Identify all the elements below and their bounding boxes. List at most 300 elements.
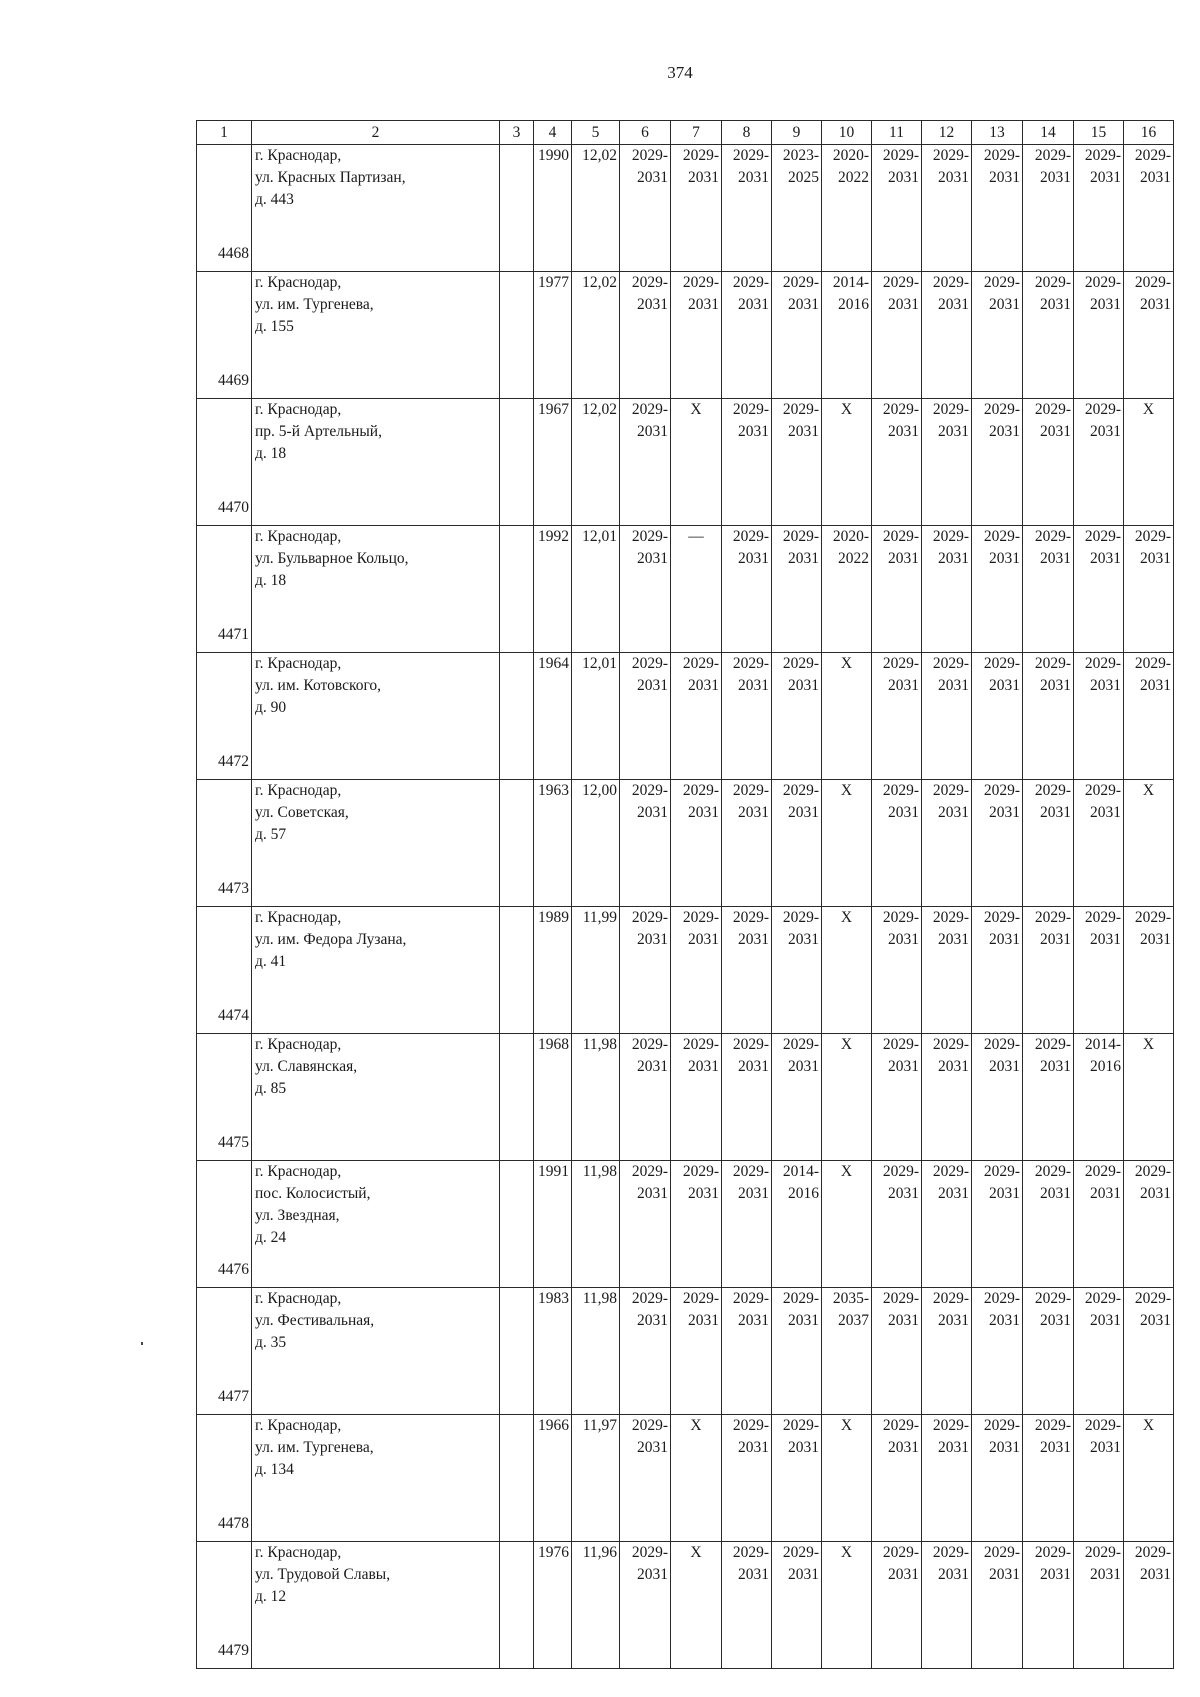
period-mark: X xyxy=(690,401,702,418)
column-3-cell xyxy=(500,272,534,399)
period-line: 2022 xyxy=(838,550,869,567)
period-cell xyxy=(922,653,972,780)
row-number-cell: 4475 xyxy=(197,1034,252,1161)
period-cell xyxy=(671,1542,722,1669)
period-line: 2031 xyxy=(1090,1312,1121,1329)
period-line: 2031 xyxy=(637,1439,668,1456)
period-line: 2031 xyxy=(938,1058,969,1075)
period-line: 2029- xyxy=(983,401,1020,418)
period-line: 2029- xyxy=(1034,909,1071,926)
period-cell xyxy=(872,1161,922,1288)
period-line: 2031 xyxy=(738,1185,769,1202)
period-mark: X xyxy=(840,1163,853,1180)
period-cell xyxy=(671,399,722,526)
period-line: 2031 xyxy=(637,550,668,567)
period-line: 2029- xyxy=(1084,909,1121,926)
address-cell xyxy=(252,653,500,780)
period-line: 2029- xyxy=(631,1544,668,1561)
period-line: 2029- xyxy=(932,1417,969,1434)
column-3-cell xyxy=(500,1034,534,1161)
period-line: 2031 xyxy=(1140,550,1171,567)
period-line: 2031 xyxy=(1040,423,1071,440)
period-line: 2029- xyxy=(983,655,1020,672)
period-cell xyxy=(822,907,872,1034)
period-line: 2031 xyxy=(888,296,919,313)
address-line: д. 90 xyxy=(255,699,287,716)
period-cell xyxy=(972,145,1023,272)
period-cell xyxy=(822,1161,872,1288)
address-line: д. 134 xyxy=(255,1461,294,1478)
period-line: 2031 xyxy=(738,1312,769,1329)
period-line: 2029- xyxy=(1034,1417,1071,1434)
period-line: 2029- xyxy=(882,528,919,545)
period-line: 2029- xyxy=(1084,1544,1121,1561)
period-line: 2031 xyxy=(938,804,969,821)
period-cell xyxy=(1074,1034,1124,1161)
area-cell: 11,98 xyxy=(572,1034,620,1161)
column-3-cell xyxy=(500,907,534,1034)
period-line: 2029- xyxy=(932,782,969,799)
period-line: 2031 xyxy=(1090,1439,1121,1456)
period-line: 2029- xyxy=(983,274,1020,291)
address-cell xyxy=(252,145,500,272)
address-line: д. 35 xyxy=(255,1334,287,1351)
address-line: г. Краснодар, xyxy=(255,1290,342,1307)
period-cell xyxy=(822,1415,872,1542)
period-cell xyxy=(922,1161,972,1288)
period-line: 2031 xyxy=(1090,677,1121,694)
period-cell xyxy=(620,1542,671,1669)
period-line: 2029- xyxy=(1084,528,1121,545)
period-line: 2031 xyxy=(688,296,719,313)
period-line: 2031 xyxy=(788,423,819,440)
address-line: г. Краснодар, xyxy=(255,1544,342,1561)
period-line: 2029- xyxy=(983,528,1020,545)
period-cell xyxy=(1023,145,1074,272)
period-cell xyxy=(671,653,722,780)
period-line: 2035- xyxy=(832,1290,869,1307)
address-line: д. 18 xyxy=(255,572,287,589)
period-cell xyxy=(671,780,722,907)
period-line: 2029- xyxy=(782,1290,819,1307)
period-line: 2029- xyxy=(983,1544,1020,1561)
period-line: 2029- xyxy=(682,274,719,291)
address-line: пос. Колосистый, xyxy=(255,1185,371,1202)
period-line: 2031 xyxy=(938,1439,969,1456)
period-cell xyxy=(772,272,822,399)
year-cell: 1991 xyxy=(534,1161,572,1288)
period-cell xyxy=(872,399,922,526)
period-cell xyxy=(620,1161,671,1288)
period-cell xyxy=(922,526,972,653)
period-line: 2029- xyxy=(732,274,769,291)
address-line: ул. Советская, xyxy=(255,804,349,821)
period-line: 2014- xyxy=(832,274,869,291)
period-line: 2031 xyxy=(1140,1566,1171,1583)
period-cell xyxy=(772,399,822,526)
period-line: 2031 xyxy=(1140,931,1171,948)
address-line: г. Краснодар, xyxy=(255,1163,342,1180)
year-cell: 1977 xyxy=(534,272,572,399)
period-line: 2029- xyxy=(1084,274,1121,291)
column-3-cell xyxy=(500,1161,534,1288)
period-line: 2029- xyxy=(1034,528,1071,545)
year-cell: 1990 xyxy=(534,145,572,272)
period-line: 2031 xyxy=(938,677,969,694)
column-number-cell: 5 xyxy=(572,121,620,145)
address-line: д. 24 xyxy=(255,1229,287,1246)
row-number-cell: 4478 xyxy=(197,1415,252,1542)
table-row xyxy=(197,1415,1174,1542)
period-line: 2031 xyxy=(989,1566,1020,1583)
period-line: 2031 xyxy=(1040,169,1071,186)
period-line: 2029- xyxy=(1034,401,1071,418)
address-line: г. Краснодар, xyxy=(255,147,342,164)
period-cell xyxy=(722,145,772,272)
period-mark: X xyxy=(1142,401,1155,418)
period-cell xyxy=(722,272,772,399)
address-line: г. Краснодар, xyxy=(255,528,342,545)
period-cell xyxy=(872,272,922,399)
period-line: 2031 xyxy=(888,677,919,694)
period-line: 2029- xyxy=(932,655,969,672)
period-line: 2029- xyxy=(932,147,969,164)
period-cell xyxy=(922,1034,972,1161)
period-line: 2031 xyxy=(938,296,969,313)
period-line: 2029- xyxy=(882,1544,919,1561)
period-cell xyxy=(671,1288,722,1415)
period-cell xyxy=(620,399,671,526)
period-line: 2031 xyxy=(1040,1566,1071,1583)
period-line: 2029- xyxy=(882,909,919,926)
area-cell: 11,99 xyxy=(572,907,620,1034)
period-line: 2031 xyxy=(738,1566,769,1583)
period-line: 2031 xyxy=(637,169,668,186)
period-line: 2029- xyxy=(1134,1290,1171,1307)
period-line: 2029- xyxy=(882,1163,919,1180)
period-cell xyxy=(1124,1161,1174,1288)
period-line: 2029- xyxy=(782,274,819,291)
period-line: 2016 xyxy=(788,1185,819,1202)
column-3-cell xyxy=(500,1288,534,1415)
period-line: 2029- xyxy=(1084,401,1121,418)
column-number-cell: 2 xyxy=(252,121,500,145)
period-line: 2031 xyxy=(989,931,1020,948)
period-cell xyxy=(922,907,972,1034)
address-line: ул. им. Тургенева, xyxy=(255,296,374,313)
period-line: 2029- xyxy=(732,528,769,545)
address-line: г. Краснодар, xyxy=(255,655,342,672)
period-line: 2029- xyxy=(732,1544,769,1561)
period-cell xyxy=(872,145,922,272)
year-cell: 1967 xyxy=(534,399,572,526)
period-cell xyxy=(1023,1288,1074,1415)
column-number-cell: 16 xyxy=(1124,121,1174,145)
address-cell xyxy=(252,907,500,1034)
address-line: ул. им. Федора Лузана, xyxy=(255,931,407,948)
period-mark: X xyxy=(1142,1417,1155,1434)
period-cell xyxy=(1074,145,1124,272)
period-line: 2029- xyxy=(882,274,919,291)
period-cell xyxy=(722,399,772,526)
period-line: 2031 xyxy=(788,1439,819,1456)
period-cell xyxy=(671,272,722,399)
period-cell xyxy=(772,1034,822,1161)
period-line: 2031 xyxy=(938,169,969,186)
period-line: 2029- xyxy=(1134,655,1171,672)
period-line: 2022 xyxy=(838,169,869,186)
period-line: 2031 xyxy=(788,931,819,948)
period-line: 2029- xyxy=(782,655,819,672)
period-cell xyxy=(972,1034,1023,1161)
period-cell xyxy=(822,145,872,272)
area-cell: 12,00 xyxy=(572,780,620,907)
address-cell xyxy=(252,780,500,907)
period-cell xyxy=(722,907,772,1034)
period-mark: X xyxy=(690,1544,702,1561)
address-line: г. Краснодар, xyxy=(255,1417,342,1434)
column-3-cell xyxy=(500,780,534,907)
period-line: 2029- xyxy=(682,909,719,926)
period-line: 2029- xyxy=(1034,655,1071,672)
period-line: 2031 xyxy=(1090,804,1121,821)
period-cell xyxy=(1074,653,1124,780)
period-cell xyxy=(872,780,922,907)
row-number-cell: 4477 xyxy=(197,1288,252,1415)
scan-mark xyxy=(141,1342,143,1345)
period-mark: X xyxy=(840,909,853,926)
row-number-cell: 4468 xyxy=(197,145,252,272)
period-line: 2031 xyxy=(989,169,1020,186)
period-line: 2031 xyxy=(1090,1185,1121,1202)
period-line: 2031 xyxy=(989,1058,1020,1075)
period-line: 2031 xyxy=(637,804,668,821)
period-cell xyxy=(922,1415,972,1542)
period-line: 2029- xyxy=(682,782,719,799)
period-line: 2031 xyxy=(637,296,668,313)
table-row xyxy=(197,653,1174,780)
period-mark: X xyxy=(840,1417,853,1434)
period-line: 2031 xyxy=(1040,804,1071,821)
period-cell xyxy=(1023,1034,1074,1161)
period-line: 2029- xyxy=(1034,1544,1071,1561)
period-cell xyxy=(722,780,772,907)
period-line: 2029- xyxy=(983,1290,1020,1307)
column-3-cell xyxy=(500,145,534,272)
period-line: 2031 xyxy=(989,550,1020,567)
period-cell xyxy=(620,907,671,1034)
period-cell xyxy=(922,1542,972,1669)
period-cell xyxy=(1074,1161,1124,1288)
period-line: 2031 xyxy=(637,1566,668,1583)
row-number-cell: 4479 xyxy=(197,1542,252,1669)
period-line: 2029- xyxy=(1134,528,1171,545)
period-cell xyxy=(1124,1288,1174,1415)
period-line: 2031 xyxy=(1040,931,1071,948)
period-line: 2031 xyxy=(938,423,969,440)
period-line: 2031 xyxy=(1140,677,1171,694)
period-cell xyxy=(822,1034,872,1161)
period-line: 2029- xyxy=(782,1417,819,1434)
period-line: 2029- xyxy=(1134,909,1171,926)
address-line: ул. им. Тургенева, xyxy=(255,1439,374,1456)
period-cell xyxy=(722,1542,772,1669)
period-line: 2029- xyxy=(782,1544,819,1561)
period-cell xyxy=(822,272,872,399)
year-cell: 1964 xyxy=(534,653,572,780)
period-line: 2031 xyxy=(1090,550,1121,567)
period-cell xyxy=(1124,145,1174,272)
period-line: 2029- xyxy=(932,1544,969,1561)
period-line: 2029- xyxy=(1084,655,1121,672)
address-line: д. 85 xyxy=(255,1080,287,1097)
period-cell xyxy=(872,1542,922,1669)
period-cell xyxy=(922,1288,972,1415)
address-line: г. Краснодар, xyxy=(255,1036,342,1053)
period-cell xyxy=(620,526,671,653)
period-line: 2031 xyxy=(788,1312,819,1329)
period-mark: X xyxy=(690,1417,702,1434)
column-number-cell: 14 xyxy=(1023,121,1074,145)
period-line: 2023- xyxy=(782,147,819,164)
register-table xyxy=(196,120,1174,1669)
period-line: 2031 xyxy=(1040,677,1071,694)
address-line: д. 18 xyxy=(255,445,287,462)
period-cell xyxy=(872,526,922,653)
table-row xyxy=(197,526,1174,653)
period-line: 2029- xyxy=(1084,1417,1121,1434)
period-line: 2029- xyxy=(631,274,668,291)
period-line: 2031 xyxy=(688,931,719,948)
period-line: 2029- xyxy=(732,1290,769,1307)
address-line: пр. 5-й Артельный, xyxy=(255,423,382,440)
period-line: 2029- xyxy=(1084,1163,1121,1180)
address-line: д. 41 xyxy=(255,953,287,970)
period-cell xyxy=(620,145,671,272)
period-line: 2020- xyxy=(832,147,869,164)
period-line: 2031 xyxy=(888,1566,919,1583)
period-cell xyxy=(772,145,822,272)
period-line: 2029- xyxy=(682,1290,719,1307)
area-cell: 11,98 xyxy=(572,1161,620,1288)
period-cell xyxy=(822,526,872,653)
period-cell xyxy=(972,526,1023,653)
row-number-cell: 4476 xyxy=(197,1161,252,1288)
period-line: 2029- xyxy=(932,274,969,291)
period-line: 2031 xyxy=(989,1185,1020,1202)
period-line: 2031 xyxy=(888,931,919,948)
period-mark: X xyxy=(840,782,853,799)
column-number-cell: 3 xyxy=(500,121,534,145)
period-cell xyxy=(1074,1288,1124,1415)
column-number-cell: 7 xyxy=(671,121,722,145)
period-cell xyxy=(972,780,1023,907)
period-cell xyxy=(722,1288,772,1415)
period-line: 2029- xyxy=(782,528,819,545)
period-cell xyxy=(671,526,722,653)
period-line: 2031 xyxy=(788,1566,819,1583)
period-cell xyxy=(1074,272,1124,399)
period-line: 2031 xyxy=(788,296,819,313)
period-line: 2014- xyxy=(1084,1036,1121,1053)
column-number-cell: 1 xyxy=(197,121,252,145)
period-cell xyxy=(620,272,671,399)
period-cell xyxy=(1023,272,1074,399)
period-line: 2029- xyxy=(782,782,819,799)
period-line: 2029- xyxy=(631,782,668,799)
column-number-cell: 12 xyxy=(922,121,972,145)
period-cell xyxy=(872,1415,922,1542)
period-cell xyxy=(972,653,1023,780)
period-cell xyxy=(722,653,772,780)
address-line: г. Краснодар, xyxy=(255,782,342,799)
address-cell xyxy=(252,1288,500,1415)
table-row xyxy=(197,1161,1174,1288)
period-cell xyxy=(671,1161,722,1288)
period-line: 2031 xyxy=(1140,1185,1171,1202)
table-row xyxy=(197,272,1174,399)
period-line: 2029- xyxy=(882,401,919,418)
period-line: 2031 xyxy=(738,169,769,186)
address-line: д. 12 xyxy=(255,1588,287,1605)
period-line: 2031 xyxy=(888,1312,919,1329)
period-line: 2031 xyxy=(938,931,969,948)
period-line: 2031 xyxy=(1040,1185,1071,1202)
period-line: 2029- xyxy=(1084,782,1121,799)
period-line: 2031 xyxy=(637,1185,668,1202)
period-line: 2031 xyxy=(788,1058,819,1075)
address-line: г. Краснодар, xyxy=(255,401,342,418)
column-3-cell xyxy=(500,1415,534,1542)
period-line: 2029- xyxy=(1134,274,1171,291)
period-line: 2031 xyxy=(1140,1312,1171,1329)
area-cell: 12,02 xyxy=(572,399,620,526)
period-line: 2031 xyxy=(1040,296,1071,313)
period-cell xyxy=(772,526,822,653)
period-line: 2031 xyxy=(637,423,668,440)
period-cell xyxy=(722,1034,772,1161)
period-cell xyxy=(1124,1415,1174,1542)
row-number-cell: 4469 xyxy=(197,272,252,399)
period-cell xyxy=(922,145,972,272)
year-cell: 1989 xyxy=(534,907,572,1034)
period-line: 2029- xyxy=(1034,1163,1071,1180)
period-cell xyxy=(972,1542,1023,1669)
period-cell xyxy=(620,653,671,780)
period-line: 2031 xyxy=(637,677,668,694)
period-cell xyxy=(1074,780,1124,907)
period-line: 2031 xyxy=(1090,931,1121,948)
period-cell xyxy=(1023,1161,1074,1288)
period-line: 2031 xyxy=(688,1058,719,1075)
column-number-cell: 4 xyxy=(534,121,572,145)
period-line: 2016 xyxy=(1090,1058,1121,1075)
table-row xyxy=(197,1034,1174,1161)
period-line: 2031 xyxy=(1140,296,1171,313)
period-line: 2029- xyxy=(682,147,719,164)
row-number-cell: 4470 xyxy=(197,399,252,526)
period-cell xyxy=(1023,1415,1074,1542)
address-line: ул. Звездная, xyxy=(255,1207,340,1224)
year-cell: 1976 xyxy=(534,1542,572,1669)
period-line: 2031 xyxy=(1090,1566,1121,1583)
period-line: 2031 xyxy=(788,677,819,694)
period-cell xyxy=(620,1288,671,1415)
period-cell xyxy=(1023,526,1074,653)
area-cell: 12,01 xyxy=(572,653,620,780)
period-cell xyxy=(1074,1415,1124,1542)
period-line: 2029- xyxy=(1084,1290,1121,1307)
